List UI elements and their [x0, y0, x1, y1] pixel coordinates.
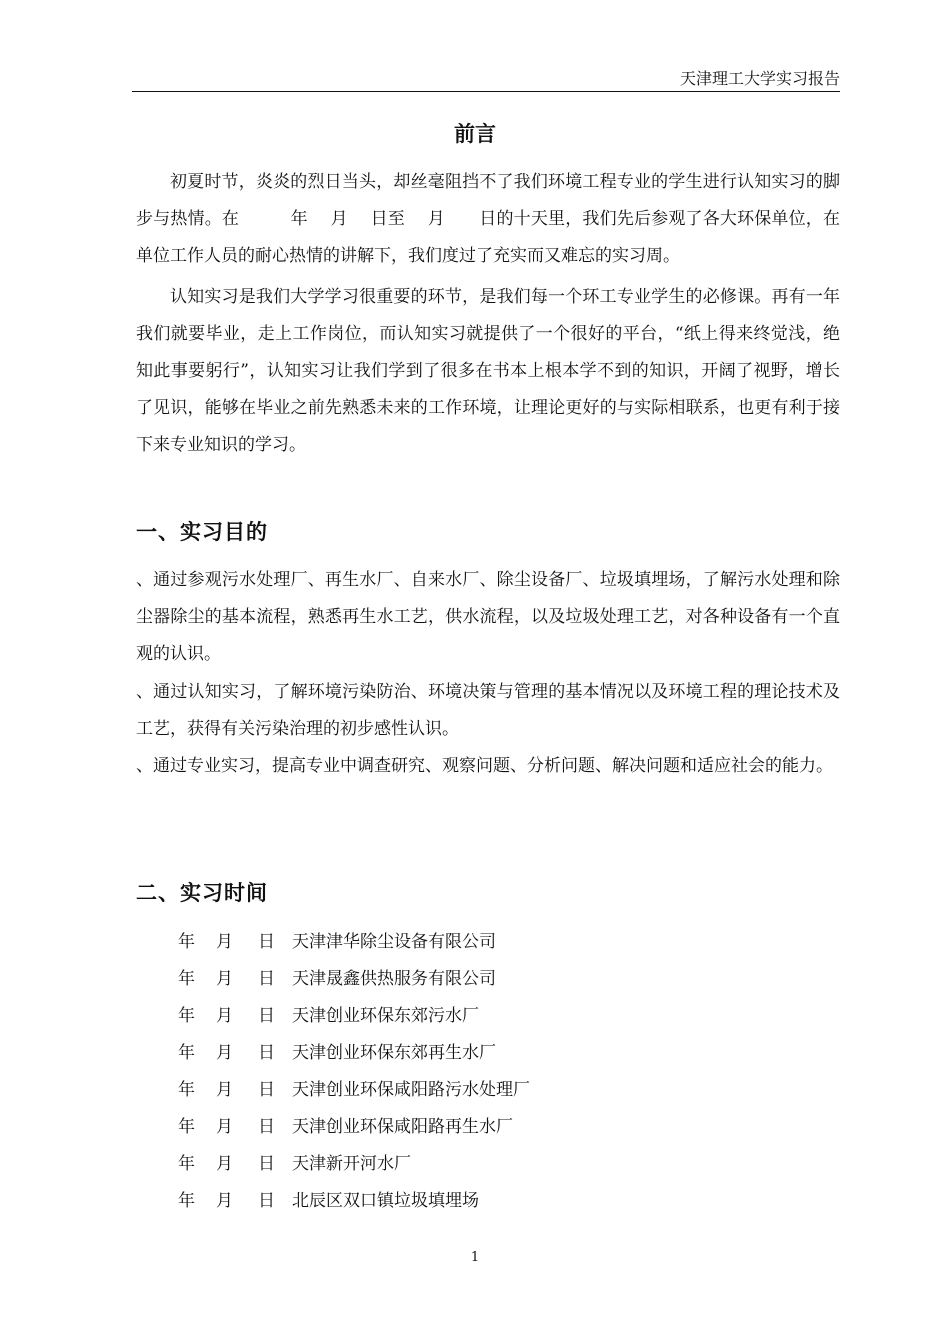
purpose-item-2: 、通过认知实习，了解环境污染防治、环境决策与管理的基本情况以及环境工程的理论技术及工艺，获得有关污染治理的初步感性认识。 [136, 682, 840, 739]
month-label: 月 [216, 1154, 233, 1174]
site-name: 天津新开河水厂 [292, 1154, 411, 1174]
schedule-row [178, 1183, 778, 1220]
site-name: 天津创业环保咸阳路再生水厂 [292, 1117, 513, 1137]
preface-title: 前言 [454, 122, 496, 146]
schedule-row [178, 998, 778, 1035]
year-label: 年 [178, 932, 195, 952]
schedule-row [178, 1109, 778, 1146]
site-name: 天津津华除尘设备有限公司 [292, 932, 496, 952]
schedule-row [178, 1146, 778, 1183]
month-label: 月 [216, 1006, 233, 1026]
day-label: 日 [258, 969, 275, 989]
day-label: 日 [258, 1154, 275, 1174]
schedule-row [178, 924, 778, 961]
year-label: 年 [178, 1154, 195, 1174]
schedule-row [178, 1072, 778, 1109]
purpose-item-3: 、通过专业实习，提高专业中调查研究、观察问题、分析问题、解决问题和适应社会的能力。 [136, 756, 833, 776]
site-name: 天津创业环保东郊污水厂 [292, 1006, 479, 1026]
day-label: 日 [258, 932, 275, 952]
preface-paragraph-1: 初夏时节，炎炎的烈日当头，却丝毫阻挡不了我们环境工程专业的学生进行认知实习的脚步与热情。在 年 月 日至 月 日的十天里，我们先后参观了各大环保单位，在单位工作人员的耐心热情的讲解下，我们度过了充实而又难忘的实习周。 [136, 172, 840, 266]
running-header: 天津理工大学实习报告 [679, 69, 840, 88]
month-label: 月 [216, 969, 233, 989]
day-label: 日 [258, 1006, 275, 1026]
preface-paragraph-2: 认知实习是我们大学学习很重要的环节，是我们每一个环工专业学生的必修课。再有一年我们就要毕业，走上工作岗位，而认知实习就提供了一个很好的平台，“纸上得来终觉浅，绝知此事要躬行”，认知实习让我们学到了很多在书本上根本学不到的知识，开阔了视野，增长了见识，能够在毕业之前先熟悉未来的工作环境，让理论更好的与实际相联系，也更有利于接下来专业知识的学习。 [136, 287, 840, 455]
month-label: 月 [216, 1191, 233, 1211]
day-label: 日 [258, 1043, 275, 1063]
month-label: 月 [216, 932, 233, 952]
page-number: 1 [470, 1250, 480, 1265]
site-name: 天津晟鑫供热服务有限公司 [292, 969, 496, 989]
month-label: 月 [216, 1117, 233, 1137]
schedule-row [178, 961, 778, 998]
section-title-schedule: 二、实习时间 [136, 881, 268, 905]
year-label: 年 [178, 1117, 195, 1137]
year-label: 年 [178, 1191, 195, 1211]
site-name: 北辰区双口镇垃圾填埋场 [292, 1191, 479, 1211]
year-label: 年 [178, 1080, 195, 1100]
year-label: 年 [178, 1043, 195, 1063]
schedule-list [178, 924, 778, 1220]
year-label: 年 [178, 969, 195, 989]
schedule-row [178, 1035, 778, 1072]
year-label: 年 [178, 1006, 195, 1026]
header-rule [132, 91, 840, 92]
site-name: 天津创业环保咸阳路污水处理厂 [292, 1080, 530, 1100]
site-name: 天津创业环保东郊再生水厂 [292, 1043, 496, 1063]
day-label: 日 [258, 1080, 275, 1100]
purpose-item-1: 、通过参观污水处理厂、再生水厂、自来水厂、除尘设备厂、垃圾填埋场，了解污水处理和除尘器除尘的基本流程，熟悉再生水工艺，供水流程，以及垃圾处理工艺，对各种设备有一个直观的认识。 [136, 570, 840, 664]
month-label: 月 [216, 1043, 233, 1063]
section-title-purpose: 一、实习目的 [136, 520, 268, 544]
day-label: 日 [258, 1117, 275, 1137]
month-label: 月 [216, 1080, 233, 1100]
day-label: 日 [258, 1191, 275, 1211]
